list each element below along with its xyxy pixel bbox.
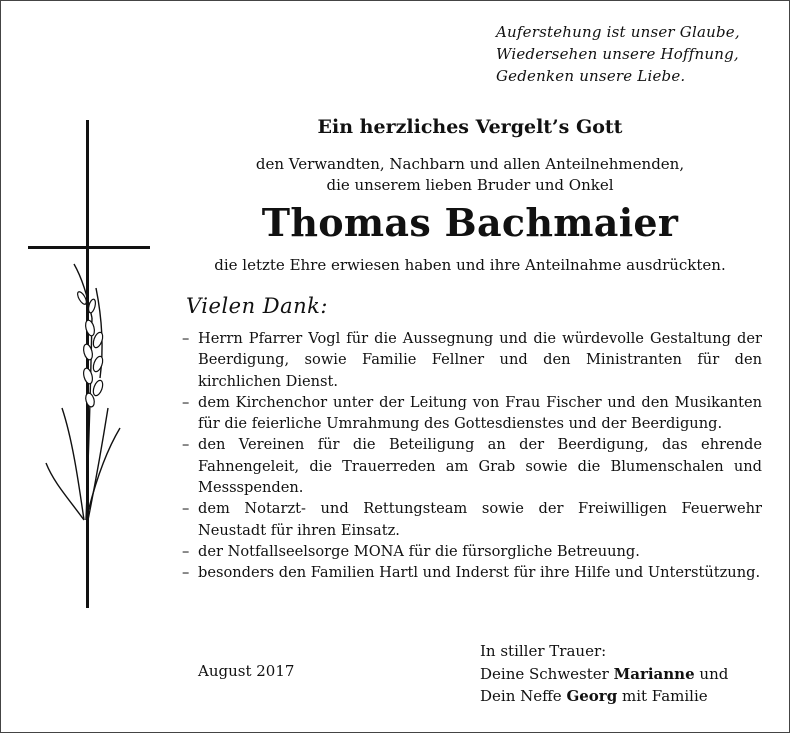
list-marker: –	[182, 564, 190, 582]
wheat-icon	[38, 258, 128, 523]
sister-suffix: und	[699, 664, 729, 683]
list-marker: –	[182, 330, 190, 347]
list-marker: –	[182, 436, 190, 454]
notice-date: August 2017	[198, 662, 295, 680]
thanks-list	[182, 328, 762, 584]
list-item-text: dem Notarzt- und Rettungsteam sowie der Freiwilligen Feuerwehr Neustadt für ihren Einsatz.	[198, 500, 762, 539]
list-item	[182, 328, 762, 392]
list-item	[182, 541, 762, 562]
list-marker: –	[182, 542, 190, 560]
after-name-text: die letzte Ehre erwiesen haben und ihre Anteilnahme ausdrückten.	[214, 256, 726, 274]
sister-name: Marianne	[613, 664, 695, 683]
motto-line: Auferstehung ist unser Glaube,	[496, 23, 740, 41]
signoff	[480, 640, 728, 708]
intro-line: die unserem lieben Bruder und Onkel	[326, 176, 614, 194]
list-item	[182, 562, 762, 583]
motto	[496, 21, 740, 87]
signoff-sister	[480, 663, 728, 686]
list-item	[182, 392, 762, 435]
nephew-suffix: mit Familie	[621, 687, 708, 705]
intro-text	[160, 154, 780, 196]
nephew-prefix: Dein Neffe	[480, 687, 562, 705]
notice-heading: Ein herzliches Vergelt’s Gott	[317, 116, 623, 138]
list-item-text: den Vereinen für die Beteiligung an der Beerdigung, das ehrende Fahnengeleit, die Trauerreden am Grab sowie die Blumenschalen und Messspenden.	[198, 436, 762, 497]
list-item-text: Herrn Pfarrer Vogl für die Aussegnung und die würdevolle Gestaltung der Beerdigung, sowie Familie Fellner und den Ministranten für den kirchlichen Dienst.	[198, 330, 762, 390]
list-marker: –	[182, 500, 190, 518]
list-marker: –	[182, 393, 190, 411]
sister-prefix: Deine Schwester	[480, 664, 609, 683]
motto-line: Gedenken unsere Liebe.	[496, 67, 686, 85]
nephew-name: Georg	[566, 687, 618, 705]
list-item-text: der Notfallseelsorge MONA für die fürsorgliche Betreuung.	[198, 542, 640, 560]
list-item-text: besonders den Familien Hartl und Inderst für ihre Hilfe und Unterstützung.	[198, 564, 761, 582]
signoff-nephew	[480, 685, 728, 708]
list-item-text: dem Kirchenchor unter der Leitung von Frau Fischer und den Musikanten für die feierliche Umrahmung des Gottesdienstes und der Beerdigung.	[198, 393, 762, 433]
thanks-heading: Vielen Dank:	[186, 294, 328, 318]
deceased-name: Thomas Bachmaier	[261, 200, 679, 245]
intro-line: den Verwandten, Nachbarn und allen Anteilnehmenden,	[255, 155, 685, 173]
cross-bar	[28, 246, 150, 249]
list-item	[182, 498, 762, 541]
list-item	[182, 434, 762, 498]
signoff-label: In stiller Trauer:	[480, 642, 607, 660]
motto-line: Wiedersehen unsere Hoffnung,	[496, 45, 739, 63]
